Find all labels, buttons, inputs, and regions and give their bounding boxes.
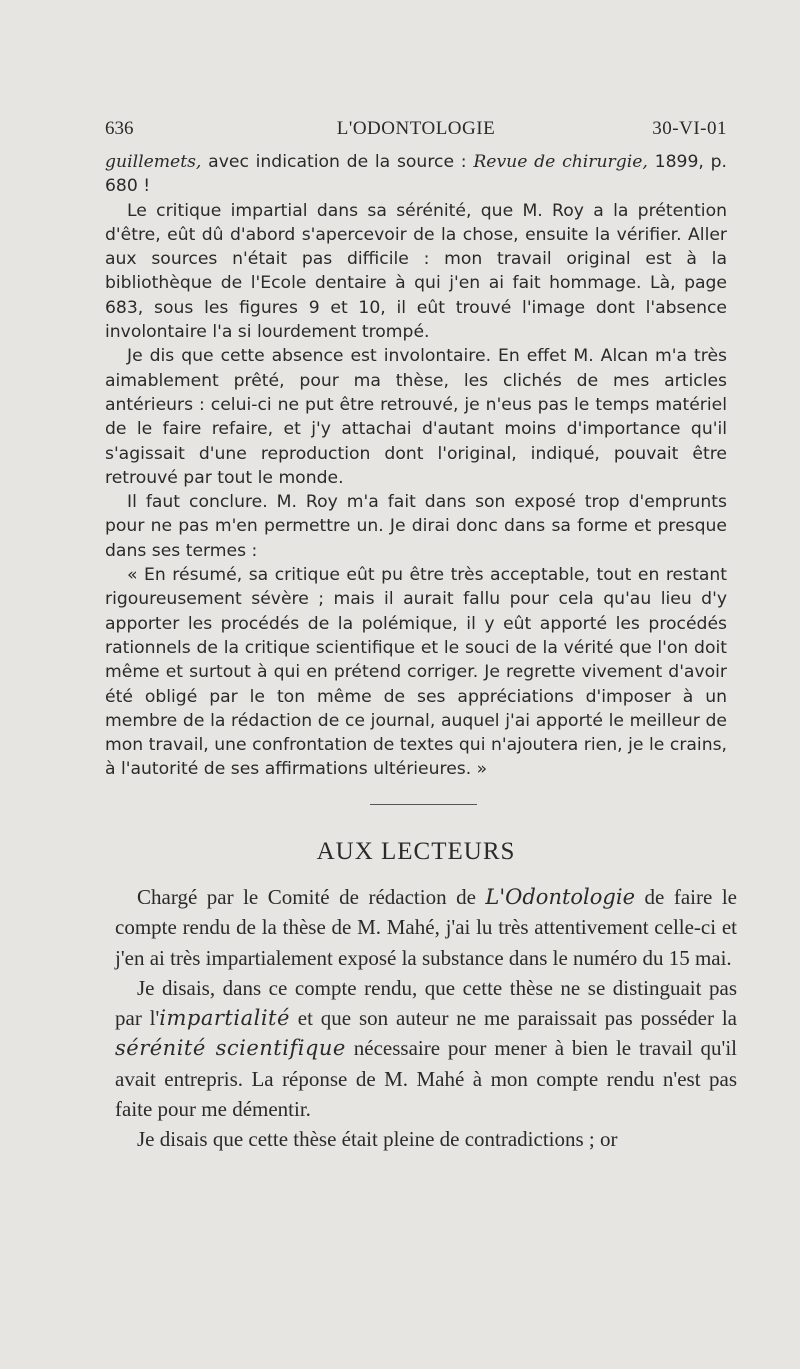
section-body <box>115 882 737 1155</box>
paragraph: Le critique impartial dans sa sérénité, que M. Roy a la prétention d'être, eût dû d'abord s'apercevoir de la chose, ensuite la vérifier. Aller aux sources n'était pas difficile : mon travail original est à la bibliothèque de l'Ecole dentaire à qui j'en ai fait hommage. Là, page 683, sous les figures 9 et 10, il eût trouvé l'image dont l'absence involontaire l'a si lourdement trompé. <box>105 200 727 343</box>
running-head <box>105 118 727 142</box>
text: Je disais, dans ce compte rendu, que cette thèse ne se distinguait pas par l' <box>115 975 737 1031</box>
italic-text: sérénité scientifique <box>115 1036 346 1061</box>
italic-text: L'Odontologie <box>485 885 635 909</box>
page-number: 636 <box>105 118 134 139</box>
paragraph: Je disais que cette thèse était pleine de contradictions ; or <box>137 1127 618 1152</box>
section-title: AUX LECTEURS <box>316 838 516 865</box>
issue-date: 30-VI-01 <box>652 118 727 139</box>
paragraph: Il faut conclure. M. Roy m'a fait dans son exposé trop d'emprunts pour ne pas m'en permettre un. Je dirai donc dans sa forme et presque dans ses termes : <box>105 492 727 561</box>
paragraph: Je dis que cette absence est involontaire. En effet M. Alcan m'a très aimablement prêté, pour ma thèse, les clichés de mes articles antérieurs : celui-ci ne put être retrouvé, je n'eus pas le temps matériel de le faire refaire, et j'y attachai d'autant moins d'importance qu'il s'agissait d'une reproduction dont l'original, indiqué, pouvait être retrouvé par tout le monde. <box>105 346 727 488</box>
italic-text: guillemets, <box>105 152 202 172</box>
text: et que son auteur ne me paraissait pas posséder la <box>289 1006 737 1031</box>
quoted-paragraph: « En résumé, sa critique eût pu être très acceptable, tout en restant rigoureusement sévère ; mais il aurait fallu pour cela qu'au lieu d'y apporter les procédés de la polémique, il y eût apporté les procédés rationnels de la critique scientifique et le souci de la vérité que l'on doit même et surtout à qui en prétend corriger. Je regrette vivement d'avoir été obligé par le ton même de ses appréciations d'imposer à un membre de la rédaction de ce journal, auquel j'ai apporté le meilleur de mon travail, une confrontation de textes qui n'ajoutera rien, je le crains, à l'autorité de ses affirmations ultérieures. » <box>105 565 727 780</box>
italic-text: impartialité <box>159 1006 290 1031</box>
text: 1899, p. 680 ! <box>105 152 727 197</box>
italic-text: Revue de chirurgie, <box>473 152 648 172</box>
paragraph <box>115 973 737 1124</box>
text: nécessaire pour mener à bien le travail qu'il avait entrepris. La réponse de M. Mahé à mon compte rendu n'est pas faite pour me démentir. <box>115 1036 738 1122</box>
text: avec indication de la source : <box>201 152 474 172</box>
text: Chargé par le Comité de rédaction de <box>137 885 486 909</box>
section-divider <box>370 804 477 805</box>
text: de faire le compte rendu de la thèse de M. Mahé, j'ai lu très attentivement celle-ci et j'en ai très impartialement exposé la substance dans le numéro du 15 mai. <box>115 885 737 970</box>
journal-title: L'ODONTOLOGIE <box>336 118 496 139</box>
letter-body <box>105 150 727 782</box>
paragraph-continuation <box>105 150 727 199</box>
paragraph <box>115 882 737 973</box>
